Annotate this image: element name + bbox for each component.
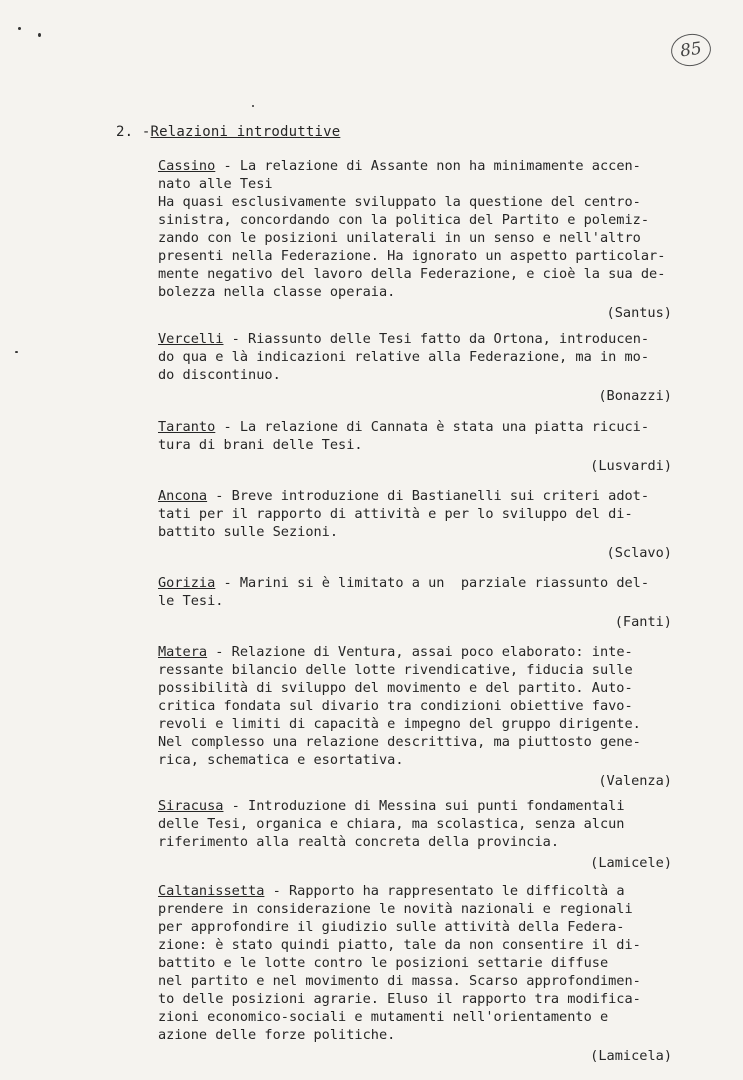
page-number: 85 [678, 38, 704, 62]
entry-author: (Lamicela) [590, 1048, 672, 1064]
entry-line: - La relazione di Assante non ha minimamente accen- [215, 158, 641, 174]
entry-line: - Rapporto ha rappresentato le difficoltà a [264, 883, 625, 899]
ink-speck [252, 105, 254, 107]
entry-city: Siracusa [158, 798, 224, 814]
entry-line: do qua e là indicazioni relative alla Federazione, ma in mo- [158, 349, 650, 365]
entry-line: azione delle forze politiche. [158, 1027, 396, 1043]
entry-city: Ancona [158, 488, 208, 504]
entry-line: le Tesi. [158, 593, 224, 609]
report-entry-matera [158, 643, 698, 790]
entry-author: (Lamicele) [590, 855, 672, 871]
ink-speck [15, 351, 18, 353]
entry-line: do discontinuo. [158, 367, 281, 383]
entry-line: prendere in considerazione le novità nazionali e regionali [158, 901, 633, 917]
report-entry-gorizia [158, 574, 698, 631]
entry-line: mente negativo del lavoro della Federazione, e cioè la sua de- [158, 266, 666, 282]
report-entry-vercelli [158, 330, 698, 405]
entry-line: presenti nella Federazione. Ha ignorato un aspetto particolar- [158, 248, 666, 264]
ink-speck [38, 33, 41, 37]
entry-author: (Bonazzi) [598, 388, 672, 404]
entry-line: battito e le lotte contro le posizioni settarie diffuse [158, 955, 609, 971]
entry-line: zando con le posizioni unilaterali in un senso e nell'altro [158, 230, 641, 246]
entry-city: Vercelli [158, 331, 224, 347]
entry-city: Cassino [158, 158, 216, 174]
entry-line: possibilità di sviluppo del movimento e del partito. Auto- [158, 680, 633, 696]
entry-line: battito sulle Sezioni. [158, 524, 339, 540]
entry-line: critica fondata sul divario tra condizioni obiettive favo- [158, 698, 633, 714]
entry-city: Gorizia [158, 575, 216, 591]
entry-author: (Sclavo) [606, 545, 672, 561]
section-heading [116, 124, 340, 140]
entry-line: revoli e limiti di capacità e impegno del gruppo dirigente. [158, 716, 641, 732]
entry-city: Caltanissetta [158, 883, 265, 899]
report-entry-taranto [158, 418, 698, 475]
entry-line: to delle posizioni agrarie. Eluso il rapporto tra modifica- [158, 991, 641, 1007]
ink-speck [18, 27, 21, 30]
entry-line: zioni economico-sociali e mutamenti nell'orientamento e [158, 1009, 609, 1025]
entry-line: delle Tesi, organica e chiara, ma scolastica, senza alcun [158, 816, 625, 832]
entry-author: (Valenza) [598, 773, 672, 789]
entry-line: nato alle Tesi [158, 176, 273, 192]
entry-author: (Fanti) [614, 614, 672, 630]
entry-line: ressante bilancio delle lotte rivendicative, fiducia sulle [158, 662, 633, 678]
entry-line: tati per il rapporto di attività e per lo sviluppo del di- [158, 506, 633, 522]
entry-author: (Santus) [606, 305, 672, 321]
entry-line: per approfondire il giudizio sulle attività della Federa- [158, 919, 625, 935]
entry-line: - Breve introduzione di Bastianelli sui criteri adot- [207, 488, 650, 504]
entry-line: zione: è stato quindi piatto, tale da non consentire il di- [158, 937, 641, 953]
entry-line: rica, schematica e esortativa. [158, 752, 404, 768]
entry-line: sinistra, concordando con la politica del Partito e polemiz- [158, 212, 650, 228]
entry-line: - Relazione di Ventura, assai poco elaborato: inte- [207, 644, 633, 660]
section-title: Relazioni introduttive [150, 124, 341, 140]
section-number: 2. - [116, 124, 151, 140]
page-number-stamp [669, 31, 713, 68]
report-entry-caltanissetta [158, 882, 698, 1065]
report-entry-siracusa [158, 797, 698, 872]
report-entry-ancona [158, 487, 698, 562]
entry-line: - Riassunto delle Tesi fatto da Ortona, introducen- [223, 331, 650, 347]
entry-line: - Marini si è limitato a un parziale riassunto del- [215, 575, 650, 591]
entry-line: - Introduzione di Messina sui punti fondamentali [223, 798, 625, 814]
entry-line: nel partito e nel movimento di massa. Scarso approfondimen- [158, 973, 641, 989]
entry-line: tura di brani delle Tesi. [158, 437, 363, 453]
entry-line: bolezza nella classe operaia. [158, 284, 396, 300]
entry-line: riferimento alla realtà concreta della provincia. [158, 834, 560, 850]
entry-city: Matera [158, 644, 208, 660]
report-entry-cassino [158, 157, 698, 322]
entry-city: Taranto [158, 419, 216, 435]
entry-author: (Lusvardi) [590, 458, 672, 474]
entry-line: - La relazione di Cannata è stata una piatta ricuci- [215, 419, 650, 435]
entry-line: Ha quasi esclusivamente sviluppato la questione del centro- [158, 194, 641, 210]
entry-line: Nel complesso una relazione descrittiva, ma piuttosto gene- [158, 734, 641, 750]
